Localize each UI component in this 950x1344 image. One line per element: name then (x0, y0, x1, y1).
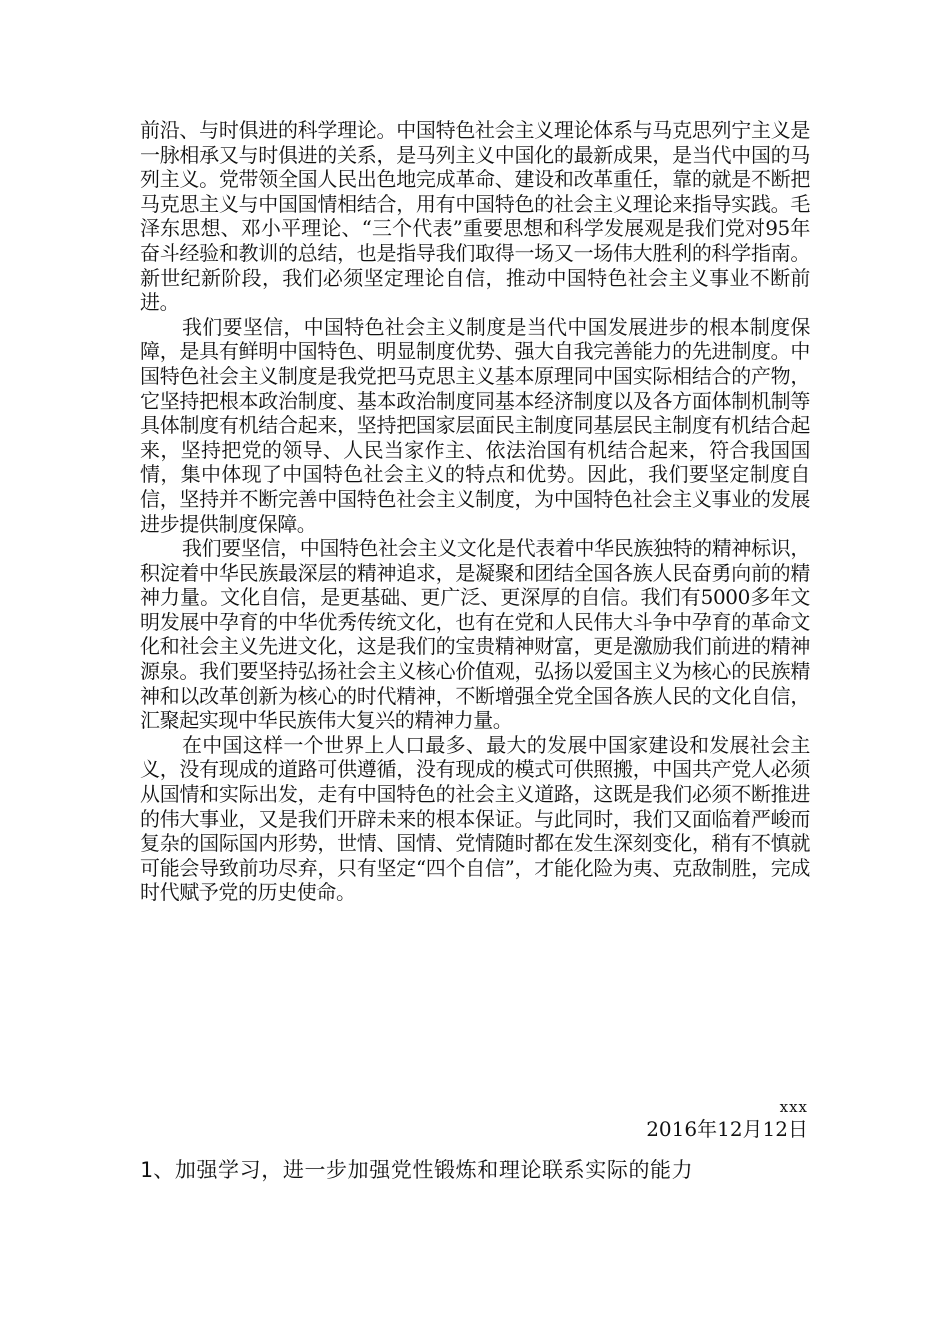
document-body (140, 118, 810, 905)
signature-block (646, 1097, 808, 1142)
signature-date: 2016年12月12日 (646, 1117, 808, 1141)
paragraph-conclusion: 在中国这样一个世界上人口最多、最大的发展中国家建设和发展社会主义，没有现成的道路可供遵循，没有现成的模式可供照搬，中国共产党人必须从国情和实际出发，走有中国特色的社会主义道路，这既是我们必须不断推进的伟大事业，又是我们开辟未来的根本保证。与此同时，我们又面临着严峻而复杂的国际国内形势，世情、国情、党情随时都在发生深刻变化，稍有不慎就可能会导致前功尽弃，只有坚定“四个自信”，才能化险为夷、克敌制胜，完成时代赋予党的历史使命。 (140, 732, 810, 905)
paragraph-system-confidence: 我们要坚信，中国特色社会主义制度是当代中国发展进步的根本制度保障，是具有鲜明中国特色、明显制度优势、强大自我完善能力的先进制度。中国特色社会主义制度是我党把马克思主义基本原理同中国实际相结合的产物，它坚持把根本政治制度、基本政治制度同基本经济制度以及各方面体制机制等具体制度有机结合起来，坚持把国家层面民主制度同基层民主制度有机结合起来，坚持把党的领导、人民当家作主、依法治国有机结合起来，符合我国国情，集中体现了中国特色社会主义的特点和优势。因此，我们要坚定制度自信，坚持并不断完善中国特色社会主义制度，为中国特色社会主义事业的发展进步提供制度保障。 (140, 314, 810, 536)
signature-author: xxx (779, 1098, 808, 1116)
section-heading: 1、加强学习，进一步加强党性锻炼和理论联系实际的能力 (140, 1158, 694, 1182)
paragraph-culture-confidence: 我们要坚信，中国特色社会主义文化是代表着中华民族独特的精神标识，积淀着中华民族最深层的精神追求，是凝聚和团结全国各族人民奋勇向前的精神力量。文化自信，是更基础、更广泛、更深厚的自信。我们有5000多年文明发展中孕育的中华优秀传统文化，也有在党和人民伟大斗争中孕育的革命文化和社会主义先进文化，这是我们的宝贵精神财富，更是激励我们前进的精神源泉。我们要坚持弘扬社会主义核心价值观，弘扬以爱国主义为核心的民族精神和以改革创新为核心的时代精神，不断增强全党全国各族人民的文化自信，汇聚起实现中华民族伟大复兴的精神力量。 (140, 536, 810, 733)
paragraph-continuation: 前沿、与时俱进的科学理论。中国特色社会主义理论体系与马克思列宁主义是一脉相承又与时俱进的关系，是马列主义中国化的最新成果，是当代中国的马列主义。党带领全国人民出色地完成革命、建设和改革重任，靠的就是不断把马克思主义与中国国情相结合，用有中国特色的社会主义理论来指导实践。毛泽东思想、邓小平理论、“三个代表”重要思想和科学发展观是我们党对95年奋斗经验和教训的总结，也是指导我们取得一场又一场伟大胜利的科学指南。新世纪新阶段，我们必须坚定理论自信，推动中国特色社会主义事业不断前进。 (140, 118, 810, 315)
